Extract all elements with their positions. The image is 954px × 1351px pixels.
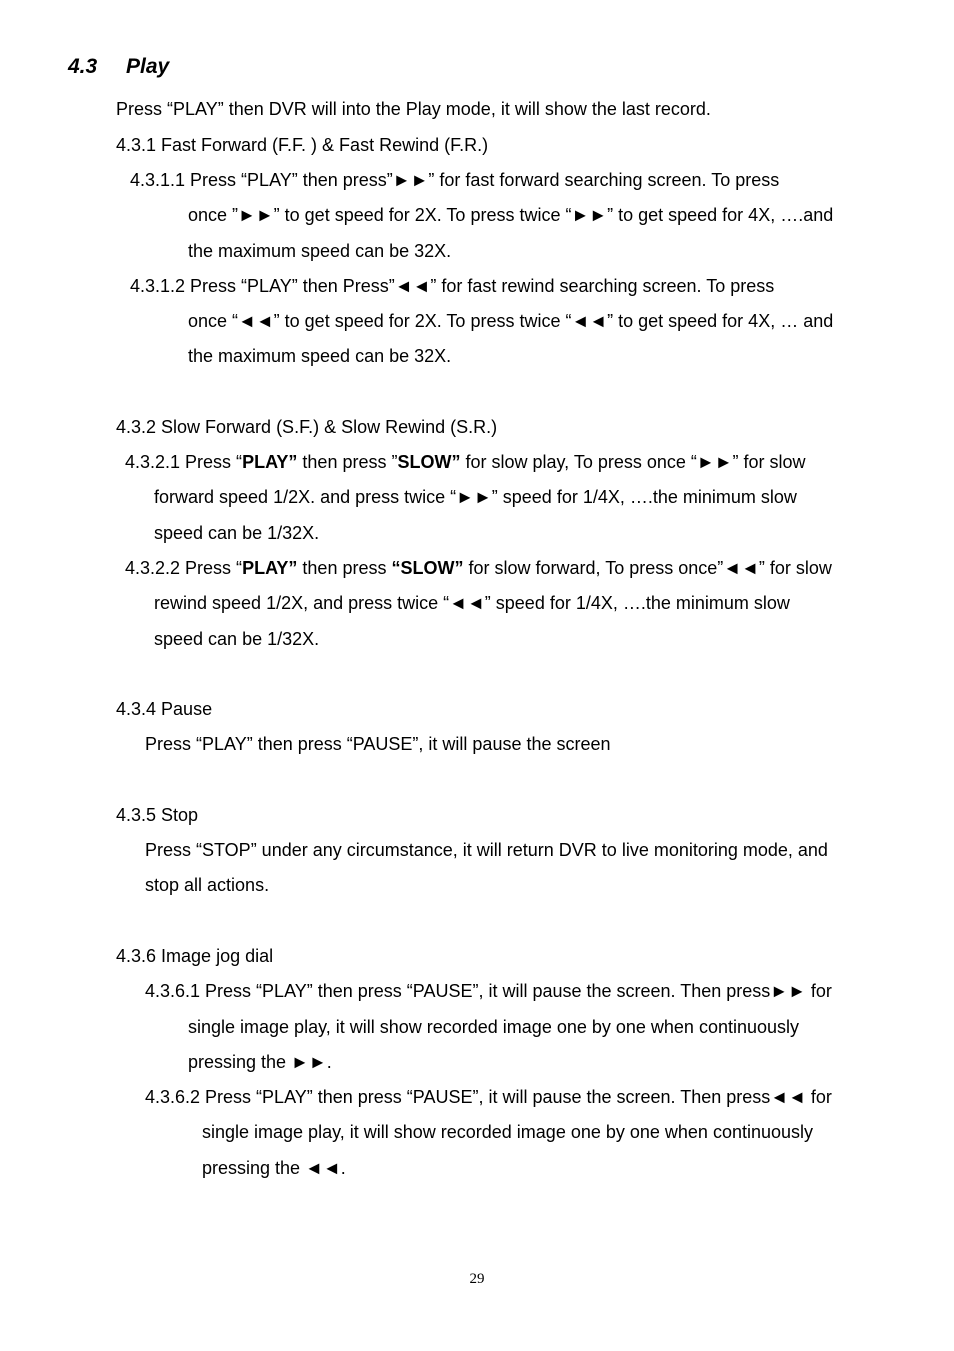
stop-body-line1: Press “STOP” under any circumstance, it will return DVR to live monitoring mode, and bbox=[145, 840, 828, 860]
item-4322-line2: rewind speed 1/2X, and press twice “◄◄” speed for 1/4X, ….the minimum slow bbox=[154, 593, 790, 613]
item-4311-line1: 4.3.1.1 Press “PLAY” then press”►►” for fast forward searching screen. To press bbox=[130, 170, 780, 190]
text-run: for slow forward, To press once”◄◄” for slow bbox=[463, 558, 832, 578]
item-4322-line3: speed can be 1/32X. bbox=[154, 629, 320, 649]
section-heading bbox=[68, 55, 169, 79]
subsection-title-436: 4.3.6 Image jog dial bbox=[116, 946, 274, 966]
item-4321-line2: forward speed 1/2X. and press twice “►►” speed for 1/4X, ….the minimum slow bbox=[154, 487, 797, 507]
item-4321-line1 bbox=[125, 451, 806, 473]
item-4311-line2: once ”►►” to get speed for 2X. To press twice “►►” to get speed for 4X, ….and bbox=[188, 205, 834, 225]
item-4311-line3: the maximum speed can be 32X. bbox=[188, 241, 452, 261]
item-4322-line1 bbox=[125, 557, 832, 579]
text-run: for slow play, To press once “►►” for slow bbox=[460, 452, 806, 472]
page-number: 29 bbox=[469, 1271, 485, 1287]
item-4361-line1: 4.3.6.1 Press “PLAY” then press “PAUSE”, it will pause the screen. Then press►► for bbox=[145, 981, 832, 1001]
subsection-title-431: 4.3.1 Fast Forward (F.F. ) & Fast Rewind (F.R.) bbox=[116, 135, 489, 155]
item-4361-line2: single image play, it will show recorded image one by one when continuously bbox=[188, 1017, 800, 1037]
item-4312-line1: 4.3.1.2 Press “PLAY” then Press”◄◄” for fast rewind searching screen. To press bbox=[130, 276, 775, 296]
item-4362-line1: 4.3.6.2 Press “PLAY” then press “PAUSE”, it will pause the screen. Then press◄◄ for bbox=[145, 1087, 832, 1107]
bold-slow: SLOW” bbox=[397, 452, 461, 472]
subsection-title-435: 4.3.5 Stop bbox=[116, 805, 199, 825]
bold-play: PLAY” bbox=[242, 452, 298, 472]
text-run: then press bbox=[297, 558, 392, 578]
item-4312-line3: the maximum speed can be 32X. bbox=[188, 346, 452, 366]
text-run: then press ” bbox=[297, 452, 398, 472]
section-title: Play bbox=[126, 55, 170, 78]
text-run: 4.3.2.2 Press “ bbox=[125, 558, 243, 578]
bold-slow: “SLOW” bbox=[391, 558, 464, 578]
subsection-title-434: 4.3.4 Pause bbox=[116, 699, 213, 719]
section-number: 4.3 bbox=[68, 55, 98, 78]
item-4321-line3: speed can be 1/32X. bbox=[154, 523, 320, 543]
stop-body-line2: stop all actions. bbox=[145, 875, 270, 895]
bold-play: PLAY” bbox=[242, 558, 298, 578]
subsection-title-432: 4.3.2 Slow Forward (S.F.) & Slow Rewind (S.R.) bbox=[116, 417, 498, 437]
item-4362-line2: single image play, it will show recorded image one by one when continuously bbox=[202, 1122, 814, 1142]
pause-body: Press “PLAY” then press “PAUSE”, it will pause the screen bbox=[145, 734, 611, 754]
item-4361-line3: pressing the ►►. bbox=[188, 1052, 332, 1072]
text-run: 4.3.2.1 Press “ bbox=[125, 452, 243, 472]
item-4362-line3: pressing the ◄◄. bbox=[202, 1158, 346, 1178]
intro-text: Press “PLAY” then DVR will into the Play mode, it will show the last record. bbox=[116, 99, 711, 119]
item-4312-line2: once “◄◄” to get speed for 2X. To press twice “◄◄” to get speed for 4X, … and bbox=[188, 311, 834, 331]
